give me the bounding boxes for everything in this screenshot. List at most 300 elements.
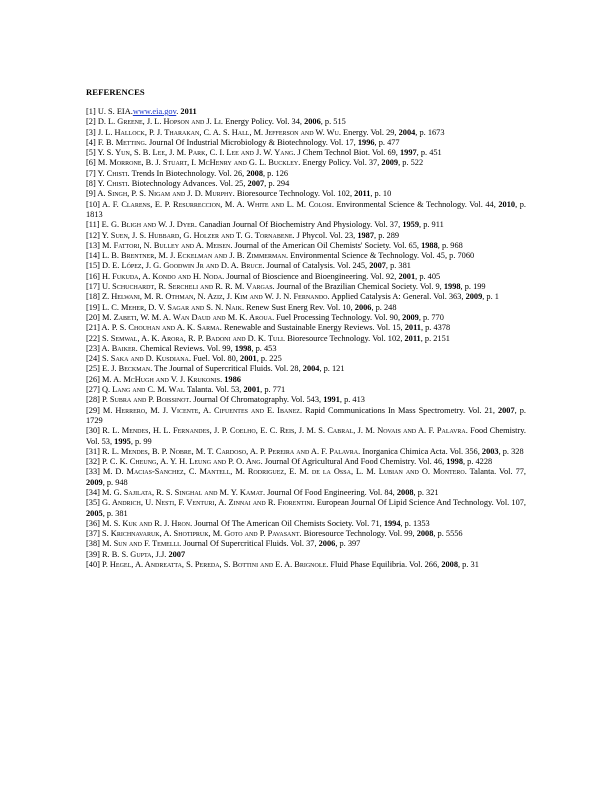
reference-text: ercheli and	[172, 282, 214, 292]
reference-text: an	[180, 312, 190, 322]
reference-text: [25] E. J. B	[86, 364, 125, 374]
reference-entry	[86, 529, 526, 539]
reference-text: [19] L. C. M	[86, 302, 129, 312]
reference-text: [21] A. P. S. C	[86, 323, 134, 333]
reference-text: errero	[121, 405, 146, 415]
reference-text: -S	[151, 467, 160, 477]
reference-entry	[86, 220, 526, 230]
reference-text: , p. 522	[398, 158, 424, 168]
reference-text: , p. 4378	[420, 323, 451, 333]
reference-text: , p. 451	[416, 148, 442, 158]
reference-text: F. T	[141, 539, 158, 549]
reference-text: , I. M	[187, 158, 206, 168]
reference-text: M. Y. K	[217, 487, 246, 497]
reference-year: 2011	[404, 323, 421, 333]
reference-text: endes	[129, 426, 149, 436]
reference-text: [13] M. F	[86, 240, 119, 250]
reference-text: ópez	[126, 261, 142, 271]
reference-text: P. B	[146, 395, 162, 405]
reference-entry	[86, 405, 529, 427]
reference-text: . Chemical Reviews. Vol. 99,	[135, 343, 235, 353]
reference-text: . Fuel. Vol. 80,	[188, 354, 241, 364]
reference-text: , R. P. B	[183, 333, 212, 343]
reference-year: 2006	[354, 302, 372, 312]
reference-text: S. N. N	[204, 302, 232, 312]
reference-text: ubra and	[114, 395, 147, 405]
reference-text: , S. B. L	[129, 148, 158, 158]
reference-text: opson and	[169, 117, 205, 127]
reference-text: immerman	[251, 251, 286, 261]
reference-text: , p. 453	[251, 343, 277, 353]
reference-year: 1998	[446, 457, 463, 467]
reference-text: ugh and	[140, 374, 169, 384]
reference-text: thman	[171, 292, 194, 302]
reference-text: u	[334, 127, 339, 137]
reference-text: , p. 770	[418, 312, 444, 322]
reference-text: rentner	[126, 251, 155, 261]
reference-text: , U. N	[140, 498, 162, 508]
reference-text: . Journal of the American Oil Chemists' Society. Vol. 65,	[230, 240, 422, 250]
reference-text: . Inorganica Chimica Acta. Vol. 356,	[358, 446, 482, 456]
reference-text: ee	[157, 148, 165, 158]
reference-text: , p. 381	[385, 261, 411, 271]
reference-text: , p. 397	[335, 539, 361, 549]
reference-text: , p. 1	[482, 292, 499, 302]
reference-year: 2011	[354, 189, 371, 199]
reference-text: esti	[161, 498, 175, 508]
reference-text: roua	[255, 312, 273, 322]
reference-entry	[86, 241, 526, 251]
reference-text: eher	[128, 302, 145, 312]
reference-text: . Biotechnology Advances. Vol. 25,	[127, 179, 248, 189]
reference-year: 1996	[357, 137, 375, 147]
reference-entry	[86, 385, 526, 395]
reference-text: oto and	[230, 529, 258, 539]
reference-text: . Applied Catalysis A: General. Vol. 363,	[327, 292, 466, 302]
reference-text: , J. K	[222, 292, 241, 302]
reference-year: 2004	[398, 127, 416, 137]
reference-text: egel	[115, 560, 132, 570]
reference-text: abeti	[118, 312, 137, 322]
reference-text: . Energy Policy. Vol. 34,	[220, 117, 305, 127]
reference-text: [11] E. G. B	[86, 220, 127, 230]
reference-text: houhan and	[134, 323, 176, 333]
reference-year: 2010	[498, 199, 516, 209]
reference-text: D. A. B	[218, 261, 247, 271]
reference-text: olzer and	[199, 230, 235, 240]
reference-text: , p. 1813	[86, 199, 529, 219]
reference-text: , A. Y. H. L	[156, 457, 195, 467]
reference-text: .	[176, 107, 181, 116]
reference-year: 2007	[168, 549, 186, 559]
reference-entry	[86, 498, 529, 519]
reference-text: . Food Chemistry. Vol. 53,	[86, 426, 528, 446]
reference-text: , p. 199	[460, 282, 486, 292]
reference-text: [4] F. B. M	[86, 137, 124, 147]
reference-text: ukuda	[116, 271, 139, 281]
reference-text: R. J. H	[152, 518, 178, 528]
reference-entry	[86, 344, 526, 354]
reference-text: oda	[209, 271, 223, 281]
reference-text: ssa	[339, 467, 351, 477]
reference-text: J. B. Z	[227, 251, 252, 261]
reference-year: 1998	[443, 282, 461, 292]
reference-text: . Talanta. Vol. 77,	[464, 467, 529, 477]
reference-text: , p. 225	[256, 354, 282, 364]
reference-text: J	[194, 261, 200, 271]
reference-text: , A. K. A	[137, 333, 168, 343]
reference-text: antell	[206, 467, 231, 477]
reference-text: , p. 10	[370, 189, 392, 199]
reference-text: W. J. D	[156, 220, 183, 230]
reference-text: eckman	[124, 364, 151, 374]
reference-text: ornabene	[259, 230, 293, 240]
reference-text: W. J. N. F	[262, 292, 299, 302]
reference-text: . Journal of the Brazilian Chemical Society. Vol. 9,	[272, 282, 444, 292]
reference-text: , M. J	[249, 127, 269, 137]
reference-text: [8] Y. C	[86, 179, 113, 189]
reference-year: 1988	[421, 240, 438, 250]
reference-text: , J. L. H	[142, 117, 170, 127]
reference-text: , p. 289	[374, 230, 400, 240]
reference-year: 2009	[86, 477, 103, 487]
reference-entry	[86, 261, 526, 271]
reference-text: [29] M. H	[86, 405, 122, 415]
reference-text: , J. G. G	[141, 261, 170, 271]
reference-entry	[86, 550, 526, 560]
reference-text: , p. 126	[263, 168, 289, 178]
reference-text: , E. M.	[284, 467, 312, 477]
reference-text: obre	[175, 446, 192, 456]
reference-text: banez	[279, 405, 300, 415]
reference-entry	[86, 292, 526, 302]
reference-year: 2007	[497, 405, 515, 415]
reference-text: . The Journal of Supercritical Fluids. Vol. 28,	[150, 364, 303, 374]
reference-text: ajilata	[128, 487, 152, 497]
reference-text: emelli	[157, 539, 180, 549]
reference-year: 2007	[369, 261, 386, 271]
reference-entry	[86, 169, 526, 179]
reference-text: . J Phycol. Vol. 23,	[292, 230, 358, 240]
reference-text: , p. 948	[102, 477, 128, 487]
reference-text: [38] M. S	[86, 539, 119, 549]
reference-text: oissinot	[161, 395, 190, 405]
reference-text: [16] H. F	[86, 271, 117, 281]
reference-text: , C. A. S. H	[199, 127, 238, 137]
reference-text: un and	[118, 539, 142, 549]
reference-text: P. O. A	[226, 457, 252, 467]
reference-text: , A. P. P	[246, 446, 273, 456]
reference-entry	[86, 457, 526, 467]
reference-year: 2008	[441, 560, 458, 570]
reference-text: acias	[133, 467, 152, 477]
reference-year: 2011	[180, 107, 197, 116]
reference-link[interactable]: www.eia.gov	[132, 107, 177, 116]
reference-text: , A. Z	[214, 498, 234, 508]
reference-text: ng	[251, 457, 261, 467]
reference-text: rukonis	[193, 374, 221, 384]
reference-text: ubian and	[383, 467, 419, 477]
reference-text: , p. 121	[319, 364, 345, 374]
reference-text: R. F	[265, 498, 283, 508]
reference-text: anchez	[159, 467, 184, 477]
reference-text: , J. S. H	[127, 230, 155, 240]
reference-text: , A. K	[138, 271, 159, 281]
reference-text: ron	[177, 518, 191, 528]
reference-text: J. D. M	[185, 189, 213, 199]
reference-text: W. W	[313, 127, 335, 137]
reference-entry	[86, 395, 526, 405]
reference-text: [20] M. Z	[86, 312, 119, 322]
reference-text: ligh and	[126, 220, 157, 230]
reference-text: [22] S. S	[86, 333, 116, 343]
reference-text: . European Journal Of Lipid Science And Technology. Vol. 107,	[312, 498, 529, 508]
reference-text: esurreccion	[178, 199, 221, 209]
reference-text: H	[209, 158, 216, 168]
reference-text: arma	[201, 323, 220, 333]
reference-entry	[86, 354, 526, 364]
reference-text: [15] D. E. L	[86, 261, 127, 271]
reference-text: [30] R. L. M	[86, 426, 130, 436]
reference-year: 2005	[86, 508, 103, 518]
reference-text: [36] M. S. K	[86, 518, 129, 528]
reference-text: [10] A. F. C	[86, 199, 127, 209]
reference-entry	[86, 282, 526, 292]
reference-text: , J.J.	[151, 549, 169, 559]
reference-text: J. W. Y	[253, 148, 281, 158]
reference-text: .	[220, 374, 225, 384]
reference-text: E. I	[263, 405, 280, 415]
reference-year: 1995	[114, 436, 131, 446]
reference-text: enturi	[192, 498, 215, 508]
reference-text: odriguez	[253, 467, 285, 477]
reference-entry	[86, 560, 526, 570]
reference-text: . Trends In Biotechnology. Vol. 26,	[127, 168, 247, 178]
reference-text: P. P	[257, 529, 273, 539]
reference-text: , M. J. E	[154, 251, 183, 261]
reference-year: 2011	[404, 333, 421, 343]
reference-text: . Journal Of The American Oil Chemists Society. Vol. 71,	[190, 518, 384, 528]
reference-text: innai and	[233, 498, 266, 508]
reference-year: 1991	[323, 395, 340, 405]
reference-text: . Journal of Catalysis. Vol. 245,	[262, 261, 370, 271]
reference-text: efferson and	[268, 127, 314, 137]
reference-text: iorentini	[282, 498, 313, 508]
reference-text: histi	[112, 168, 128, 178]
reference-list	[86, 107, 529, 570]
reference-text: A. F. P	[309, 446, 334, 456]
reference-entry	[86, 138, 526, 148]
reference-year: 2004	[302, 364, 320, 374]
reference-year: 2009	[465, 292, 483, 302]
reference-text: . Energy Policy. Vol. 37,	[298, 158, 382, 168]
reference-text: ndreatta	[150, 560, 182, 570]
reference-text: orrone	[116, 158, 142, 168]
reference-text: . Bioresource Technology. Vol. 99,	[299, 529, 417, 539]
reference-text: , A. A	[131, 560, 151, 570]
reference-text: A. K. S	[175, 323, 202, 333]
reference-text: ang	[280, 148, 294, 158]
reference-text: [27] Q. L	[86, 385, 118, 395]
reference-text: ziz	[213, 292, 223, 302]
reference-text: [23] A. B	[86, 343, 118, 353]
reference-text: rignole	[299, 560, 327, 570]
reference-text: uk and	[128, 518, 153, 528]
reference-year: 1959	[402, 220, 420, 230]
reference-text: oodwin	[169, 261, 195, 271]
reference-entry	[86, 272, 526, 282]
reference-text: all	[237, 127, 250, 137]
reference-text: , N. B	[139, 240, 160, 250]
reference-text: [17] U. S	[86, 282, 117, 292]
reference-text: aik	[231, 302, 242, 312]
reference-year: 1998	[234, 343, 252, 353]
reference-text: , S. B	[219, 560, 239, 570]
reference-text: [6] M. M	[86, 158, 117, 168]
reference-text: upta	[136, 549, 152, 559]
reference-text: allock	[120, 127, 145, 137]
reference-text: . Talanta. Vol. 53,	[182, 385, 244, 395]
reference-text: , J. M. N	[353, 426, 384, 436]
reference-text: [28] P. S	[86, 395, 115, 405]
reference-text: O	[330, 467, 340, 477]
reference-text: ardoso	[221, 446, 247, 456]
reference-text: i	[218, 117, 221, 127]
reference-text: R. R. M. V	[213, 282, 253, 292]
reference-text: , p. 771	[260, 385, 286, 395]
reference-text: , E. C. R	[255, 426, 286, 436]
reference-text: , p. 1353	[400, 518, 430, 528]
reference-text: [7] Y. C	[86, 168, 113, 178]
reference-text: attori	[118, 240, 140, 250]
reference-text: adoni and	[211, 333, 246, 343]
reference-text: , p. 31	[458, 560, 479, 570]
reference-text: [24] S. S	[86, 354, 116, 364]
reference-text: ifuentes and	[219, 405, 264, 415]
reference-entry	[86, 539, 526, 549]
reference-entry	[86, 251, 526, 261]
reference-entry	[86, 447, 526, 457]
reference-text: E. A. B	[273, 560, 300, 570]
reference-text: chuchardt	[116, 282, 155, 292]
reference-text: , p. 1673	[415, 127, 445, 137]
reference-text: , p. 477	[374, 137, 400, 147]
reference-text: , P. J. T	[144, 127, 170, 137]
reference-entry	[86, 199, 529, 221]
reference-text: G. L. B	[246, 158, 274, 168]
reference-year: 2006	[318, 539, 336, 549]
reference-text: . Journal of Bioscience and Bioengineering. Vol. 92,	[222, 271, 399, 281]
reference-text: etting	[123, 137, 145, 147]
reference-text: D	[189, 312, 198, 322]
reference-text: ang and	[117, 385, 146, 395]
reference-text: J. L	[204, 117, 219, 127]
reference-text: uckley	[273, 158, 299, 168]
reference-text: V. J. K	[168, 374, 194, 384]
reference-text: aud and	[197, 312, 226, 322]
reference-text: enry and	[215, 158, 247, 168]
reference-text: , M. A. W	[220, 199, 255, 209]
reference-text: abral	[332, 426, 354, 436]
reference-text: . Renew Sust Energ Rev. Vol. 10,	[241, 302, 355, 312]
reference-text: emwal	[115, 333, 138, 343]
reference-text: [37] S. K	[86, 529, 117, 539]
reference-text: T. G. T	[234, 230, 260, 240]
reference-text: , M. T. C	[191, 446, 222, 456]
reference-text: . Fuel Processing Technology. Vol. 90,	[272, 312, 403, 322]
reference-year: 2008	[396, 487, 414, 497]
reference-text: r and	[199, 261, 219, 271]
reference-year: 2006	[304, 117, 321, 127]
reference-text: . Environmental Science & Technology. Vol. 44,	[331, 199, 499, 209]
reference-text: H	[134, 374, 141, 384]
reference-text: . Journal Of Agricultural And Food Chemistry. Vol. 46,	[260, 457, 447, 467]
reference-text: uli	[273, 333, 284, 343]
reference-text: , p. 328	[498, 446, 524, 456]
reference-text: [34] M. G. S	[86, 487, 129, 497]
reference-year: 2007	[247, 179, 265, 189]
reference-text: A. M	[194, 240, 214, 250]
reference-text: heung	[135, 457, 157, 467]
reference-text: , p. 294	[264, 179, 290, 189]
reference-year: 2008	[416, 529, 434, 539]
reference-text: , S. P	[181, 560, 200, 570]
reference-text: [32] P. C. K. C	[86, 457, 136, 467]
reference-text: , p. 911	[419, 220, 444, 230]
reference-text: aka and	[115, 354, 144, 364]
reference-text: [18] Z. H	[86, 292, 118, 302]
reference-text: , J. M. S. C	[294, 426, 333, 436]
reference-text: de la	[311, 467, 331, 477]
reference-text: alavra	[441, 426, 466, 436]
reference-text: , M. G	[208, 529, 231, 539]
reference-text: M. K. A	[225, 312, 256, 322]
reference-text: , p. 405	[415, 271, 441, 281]
reference-year: 1997	[399, 148, 417, 158]
reference-entry	[86, 334, 526, 344]
reference-text: , G. H	[179, 230, 200, 240]
reference-text: ernandes	[177, 426, 210, 436]
reference-text: . Rapid Communications In Mass Spectrometry. Vol. 21,	[299, 405, 498, 415]
reference-text: , N. A	[193, 292, 214, 302]
reference-text: , p. 99	[130, 436, 152, 446]
reference-text: reene	[123, 117, 143, 127]
reference-text: , A. C	[198, 405, 220, 415]
reference-year: 2009	[402, 312, 419, 322]
reference-text: ndrich	[117, 498, 141, 508]
reference-text: , B. J. S	[141, 158, 168, 168]
reference-text: , p. 248	[371, 302, 397, 312]
reference-text: , p. 968	[437, 240, 463, 250]
reference-text: endes	[128, 446, 148, 456]
reference-text: eung and	[194, 457, 227, 467]
reference-text: yer	[182, 220, 195, 230]
reference-text: L. M. C	[284, 199, 315, 209]
reference-text: . Journal Of Chromatography. Vol. 543,	[189, 395, 324, 405]
reference-text: . Canadian Journal Of Biochemistry And Physiology. Vol. 37,	[194, 220, 403, 230]
reference-text: [2] D. L. G	[86, 117, 124, 127]
reference-text: H. N	[190, 271, 210, 281]
reference-text: , J. P. C	[209, 426, 236, 436]
reference-text: [9] A. S	[86, 189, 113, 199]
reference-year: 2001	[243, 385, 261, 395]
reference-text: eis	[285, 426, 295, 436]
reference-text: olosi	[314, 199, 332, 209]
reference-text: [33] M. D. M	[86, 467, 134, 477]
reference-text: ruce	[246, 261, 263, 271]
reference-text: , A. S	[159, 529, 179, 539]
reference-entry	[86, 158, 526, 168]
